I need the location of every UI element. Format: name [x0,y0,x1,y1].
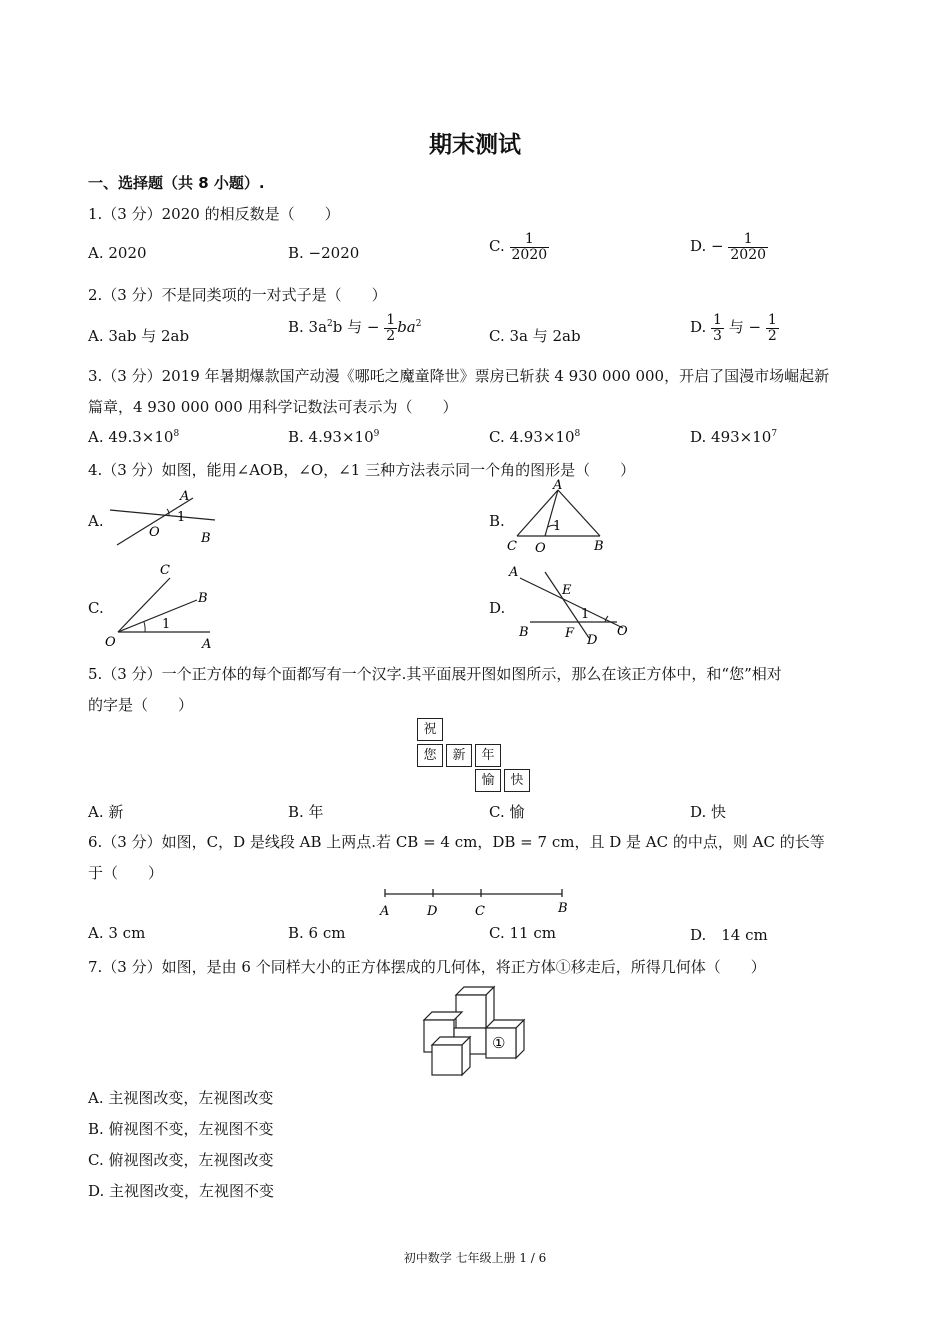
q2-d-fraction1: $\frac{1}{3}$ [713,312,722,344]
q1-c-fraction: $\frac{1}{2020}$ [511,231,548,263]
q1-c-label: C. [489,237,505,256]
q1-option-d [690,232,768,262]
q1-d-fraction: $\frac{1}{2020}$ [730,231,767,263]
q3-option-b: B. $4.93\times 10^9$ [288,428,380,446]
q4-option-c: C. [88,599,104,617]
q4-stem: 4.（3 分）如图，能用∠AOB，∠O，∠1 三种方法表示同一个角的图形是（ ） [88,461,636,479]
q6-option-d: D. 14 cm [690,926,768,944]
fig-c-label-c: C [160,563,170,578]
q6-segment-figure [375,884,575,920]
fig-c-label-o: O [105,635,116,650]
fig-a-label-1: 1 [177,510,186,525]
q7-option-a: A. 主视图改变，左视图改变 [88,1089,274,1107]
q4-option-d: D. [489,599,506,617]
net-cell-3: 新 [446,744,472,767]
fig-a-label-o: O [149,525,160,540]
q2-option-a: A. 3ab 与 2ab [88,327,190,345]
q7-option-c: C. 俯视图改变，左视图改变 [88,1151,274,1169]
q4-figure-c [100,560,225,652]
seg-label-d: D [427,904,438,919]
q2-d-fraction2: $\frac{1}{2}$ [767,312,777,344]
q1-option-b: B. −2020 [288,244,360,262]
q5-option-d: D. 快 [690,803,727,821]
q3-option-d: D. $493\times 10^7$ [690,428,778,446]
q4-option-b: B. [489,512,505,530]
q3-line2: 篇章，4 930 000 000 用科学记数法可表示为（ ） [88,398,458,416]
q1-d-label: D. − [690,237,724,256]
fig-a-label-b: B [201,531,211,546]
q6-option-a: A. 3 cm [88,924,146,942]
seg-label-a: A [380,904,390,919]
fig-a-label-a: A [180,489,190,504]
q6-line1: 6.（3 分）如图，C，D 是线段 AB 上两点.若 CB = 4 cm，DB = 7 cm，且 D 是 AC 的中点，则 AC 的长等 [88,833,825,851]
q1-option-a: A. 2020 [88,244,147,262]
q5-line2: 的字是（ ） [88,696,194,714]
q7-option-d: D. 主视图改变，左视图不变 [88,1182,275,1200]
q4-figure-b [505,478,620,558]
q6-line2: 于（ ） [88,864,164,882]
net-cell-2: 您 [417,744,443,767]
q5-option-b: B. 年 [288,803,324,821]
q5-line1: 5.（3 分）一个正方体的每个面都写有一个汉字.其平面展开图如图所示，那么在该正方体中，和“您”相对 [88,665,782,683]
q7-cubes-figure [420,982,532,1078]
q5-option-c: C. 愉 [489,803,525,821]
q5-option-a: A. 新 [88,803,124,821]
q4-figure-a [105,488,225,548]
net-cell-6: 快 [504,769,530,792]
q2-option-c: C. 3a 与 2ab [489,327,581,345]
fig-b-label-c: C [507,539,517,554]
fig-d-label-a: A [509,565,519,580]
fig-b-label-a: A [553,478,563,493]
fig-c-label-1: 1 [162,617,171,632]
cube-mark: ① [492,1034,506,1052]
fig-d-label-b: B [519,625,529,640]
net-cell-4: 年 [475,744,501,767]
fig-b-label-1: 1 [553,519,562,534]
q2-b-fraction: $\frac{1}{2}$ [386,312,396,344]
fig-d-label-o: O [617,624,628,639]
q3-line1: 3.（3 分）2019 年暑期爆款国产动漫《哪吒之魔童降世》票房已斩获 4 930 000 000，开启了国漫市场崛起新 [88,367,830,385]
page-footer: 初中数学 七年级上册 1 / 6 [403,1251,547,1265]
q6-option-c: C. 11 cm [489,924,556,942]
q3-option-a: A. $49.3\times 10^8$ [88,428,180,446]
q1-stem: 1.（3 分）2020 的相反数是（ ） [88,205,340,223]
section-heading: 一、选择题（共 8 小题）. [88,174,265,192]
front-cube-front [432,1045,462,1075]
q1-option-c [489,232,549,262]
fig-c-label-a: A [202,637,212,652]
q2-option-b: B. $3a^2b$ 与 − $\frac{1}{2}$ $ba^2$ [288,312,422,344]
q2-stem: 2.（3 分）不是同类项的一对式子是（ ） [88,286,387,304]
q3-option-c: C. $4.93\times 10^8$ [489,428,581,446]
q6-option-b: B. 6 cm [288,924,346,942]
fig-b-label-o: O [535,541,546,556]
fig-d-label-1: 1 [581,607,590,622]
fig-d-label-f: F [565,626,575,641]
fig-b-label-b: B [594,539,604,554]
net-cell-1: 祝 [417,718,443,741]
page-title: 期末测试 [429,132,521,158]
fig-d-label-e: E [562,583,572,598]
q4-option-a: A. [88,512,104,530]
fig-d-label-d: D [587,633,598,648]
seg-label-c: C [475,904,485,919]
fig-a-line1 [110,510,215,520]
fig-c-label-b: B [198,591,208,606]
q7-stem: 7.（3 分）如图，是由 6 个同样大小的正方体摆成的几何体，将正方体①移走后，所得几何体（ ） [88,958,766,976]
q2-option-d: D. $\frac{1}{3}$ 与 − $\frac{1}{2}$ [690,312,777,344]
q4-figure-d [505,560,640,650]
seg-label-b: B [558,901,568,916]
q7-option-b: B. 俯视图不变，左视图不变 [88,1120,274,1138]
net-cell-5: 愉 [475,769,501,792]
